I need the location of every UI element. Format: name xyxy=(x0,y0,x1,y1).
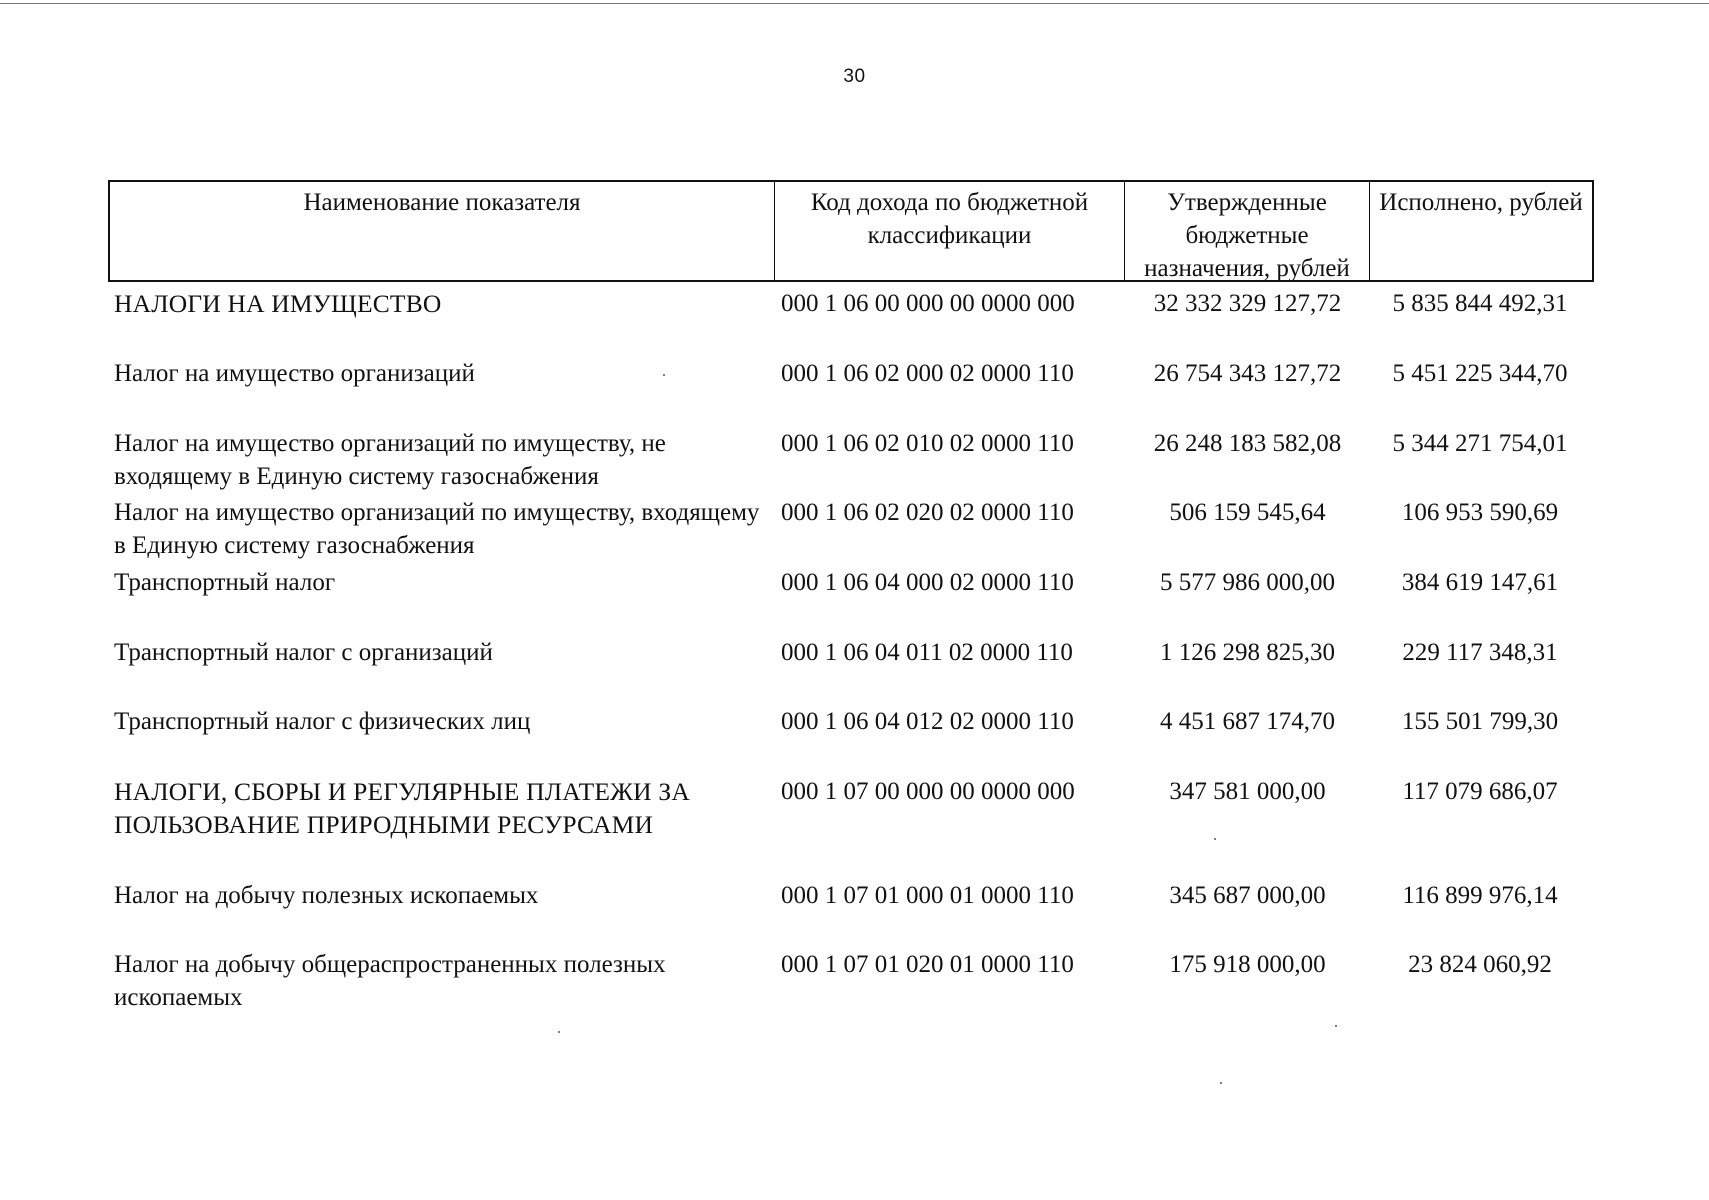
row-approved: 4 451 687 174,70 xyxy=(1160,708,1335,735)
header-indicator-name: Наименование показателя xyxy=(303,189,581,216)
row-name: Транспортный налог xyxy=(114,569,336,596)
scan-speck xyxy=(558,1031,560,1033)
row-executed: 106 953 590,69 xyxy=(1401,499,1559,526)
row-approved: 345 687 000,00 xyxy=(1169,882,1326,909)
row-code: 000 1 07 00 000 00 0000 000 xyxy=(781,778,1075,805)
scan-speck xyxy=(1214,838,1216,840)
row-name: Налог на добычу полезных ископаемых xyxy=(114,882,539,909)
row-approved: 5 577 986 000,00 xyxy=(1160,569,1335,596)
row-name: Налог на добычу общераспространенных полезных ископаемых xyxy=(114,951,666,1011)
scan-speck xyxy=(1220,1082,1222,1084)
row-name: НАЛОГИ, СБОРЫ И РЕГУЛЯРНЫЕ ПЛАТЕЖИ ЗА ПОЛЬЗОВАНИЕ ПРИРОДНЫМИ РЕСУРСАМИ xyxy=(114,777,690,839)
row-name: НАЛОГИ НА ИМУЩЕСТВО xyxy=(114,289,442,318)
row-approved: 1 126 298 825,30 xyxy=(1160,639,1335,666)
row-executed: 384 619 147,61 xyxy=(1401,569,1559,596)
scan-speck xyxy=(1335,1025,1337,1027)
row-executed: 23 824 060,92 xyxy=(1408,951,1552,978)
row-name: Налог на имущество организаций по имуществу, входящему в Единую систему газоснабжения xyxy=(114,499,760,559)
row-code: 000 1 07 01 000 01 0000 110 xyxy=(781,882,1074,909)
row-executed: 116 899 976,14 xyxy=(1402,882,1558,909)
row-code: 000 1 06 04 000 02 0000 110 xyxy=(781,569,1074,596)
row-executed: 5 344 271 754,01 xyxy=(1392,430,1568,457)
row-executed: 229 117 348,31 xyxy=(1402,639,1558,666)
table-header xyxy=(108,180,1594,282)
row-name: Транспортный налог с организаций xyxy=(114,639,493,666)
row-code: 000 1 06 02 020 02 0000 110 xyxy=(781,499,1074,526)
header-income-code: Код дохода по бюджетной классификации xyxy=(774,182,1124,280)
top-border-line xyxy=(0,3,1709,4)
row-approved: 175 918 000,00 xyxy=(1169,951,1326,978)
row-executed: 117 079 686,07 xyxy=(1402,778,1558,805)
row-approved: 26 754 343 127,72 xyxy=(1153,360,1342,387)
row-executed: 5 835 844 492,31 xyxy=(1392,290,1568,317)
row-executed: 5 451 225 344,70 xyxy=(1392,360,1568,387)
row-name: Налог на имущество организаций по имуществу, не входящему в Единую систему газоснабжения xyxy=(114,430,666,490)
row-approved: 26 248 183 582,08 xyxy=(1153,430,1342,457)
row-name: Транспортный налог с физических лиц xyxy=(114,708,531,735)
row-approved: 506 159 545,64 xyxy=(1169,499,1326,526)
row-code: 000 1 06 00 000 00 0000 000 xyxy=(781,290,1075,317)
row-code: 000 1 06 02 010 02 0000 110 xyxy=(781,430,1074,457)
header-executed: Исполнено, рублей xyxy=(1369,182,1592,280)
row-code: 000 1 06 04 012 02 0000 110 xyxy=(781,708,1074,735)
row-code: 000 1 06 04 011 02 0000 110 xyxy=(781,639,1073,666)
header-approved-budget: Утвержденные бюджетные назначения, рублей xyxy=(1124,182,1369,280)
row-code: 000 1 07 01 020 01 0000 110 xyxy=(781,951,1074,978)
scan-speck xyxy=(663,374,665,376)
row-approved: 347 581 000,00 xyxy=(1169,778,1326,805)
row-name: Налог на имущество организаций xyxy=(114,360,475,387)
row-approved: 32 332 329 127,72 xyxy=(1153,290,1342,317)
page-number: 30 xyxy=(843,66,866,87)
row-executed: 155 501 799,30 xyxy=(1401,708,1559,735)
row-code: 000 1 06 02 000 02 0000 110 xyxy=(781,360,1074,387)
